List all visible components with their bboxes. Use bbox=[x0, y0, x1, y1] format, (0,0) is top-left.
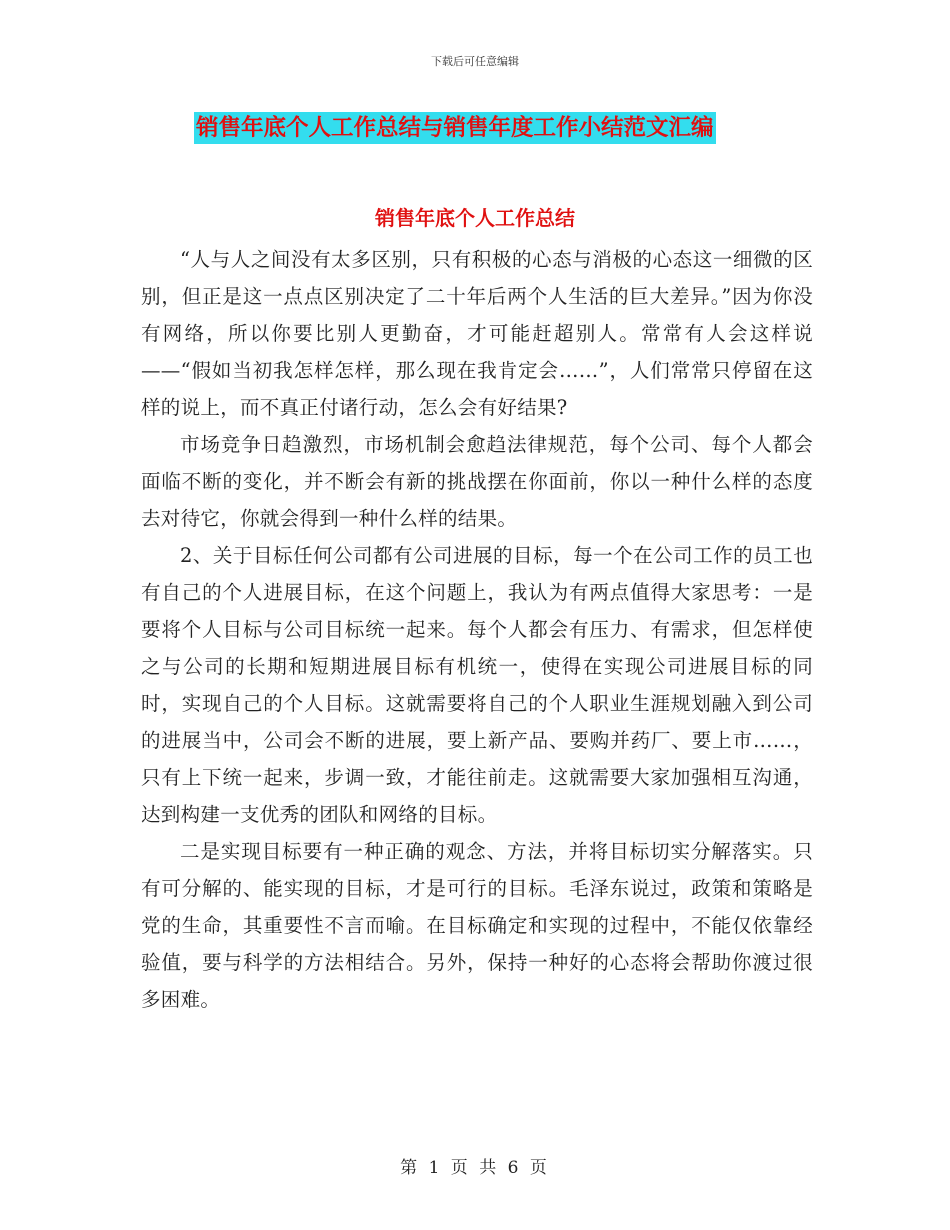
document-body bbox=[141, 241, 813, 1018]
paragraph: “人与人之间没有太多区别，只有积极的心态与消极的心态这一细微的区别，但正是这一点点区别决定了二十年后两个人生活的巨大差异。”因为你没有网络，所以你要比别人更勤奋，才可能赶超别人。常常有人会这样说——“假如当初我怎样怎样，那么现在我肯定会……”，人们常常只停留在这样的说上，而不真正付诸行动，怎么会有好结果? bbox=[141, 248, 813, 419]
page-number: 第 1 页 共 6 页 bbox=[400, 1158, 550, 1178]
header-note: 下载后可任意编辑 bbox=[431, 55, 519, 68]
paragraph: 市场竞争日趋激烈，市场机制会愈趋法律规范，每个公司、每个人都会面临不断的变化，并不断会有新的挑战摆在你面前，你以一种什么样的态度去对待它，你就会得到一种什么样的结果。 bbox=[141, 433, 813, 530]
paragraph: 二是实现目标要有一种正确的观念、方法，并将目标切实分解落实。只有可分解的、能实现的目标，才是可行的目标。毛泽东说过，政策和策略是党的生命，其重要性不言而喻。在目标确定和实现的过程中，不能仅依靠经验值，要与科学的方法相结合。另外，保持一种好的心态将会帮助你渡过很多困难。 bbox=[141, 840, 813, 1011]
section-title: 销售年底个人工作总结 bbox=[375, 206, 575, 230]
document-title: 销售年底个人工作总结与销售年度工作小结范文汇编 bbox=[194, 112, 716, 144]
paragraph: 2、关于目标任何公司都有公司进展的目标，每一个在公司工作的员工也有自己的个人进展目标，在这个问题上，我认为有两点值得大家思考：一是要将个人目标与公司目标统一起来。每个人都会有压力、有需求，但怎样使之与公司的长期和短期进展目标有机统一，使得在实现公司进展目标的同时，实现自己的个人目标。这就需要将自己的个人职业生涯规划融入到公司的进展当中，公司会不断的进展，要上新产品、要购并药厂、要上市……，只有上下统一起来，步调一致，才能往前走。这就需要大家加强相互沟通，达到构建一支优秀的团队和网络的目标。 bbox=[141, 544, 813, 826]
